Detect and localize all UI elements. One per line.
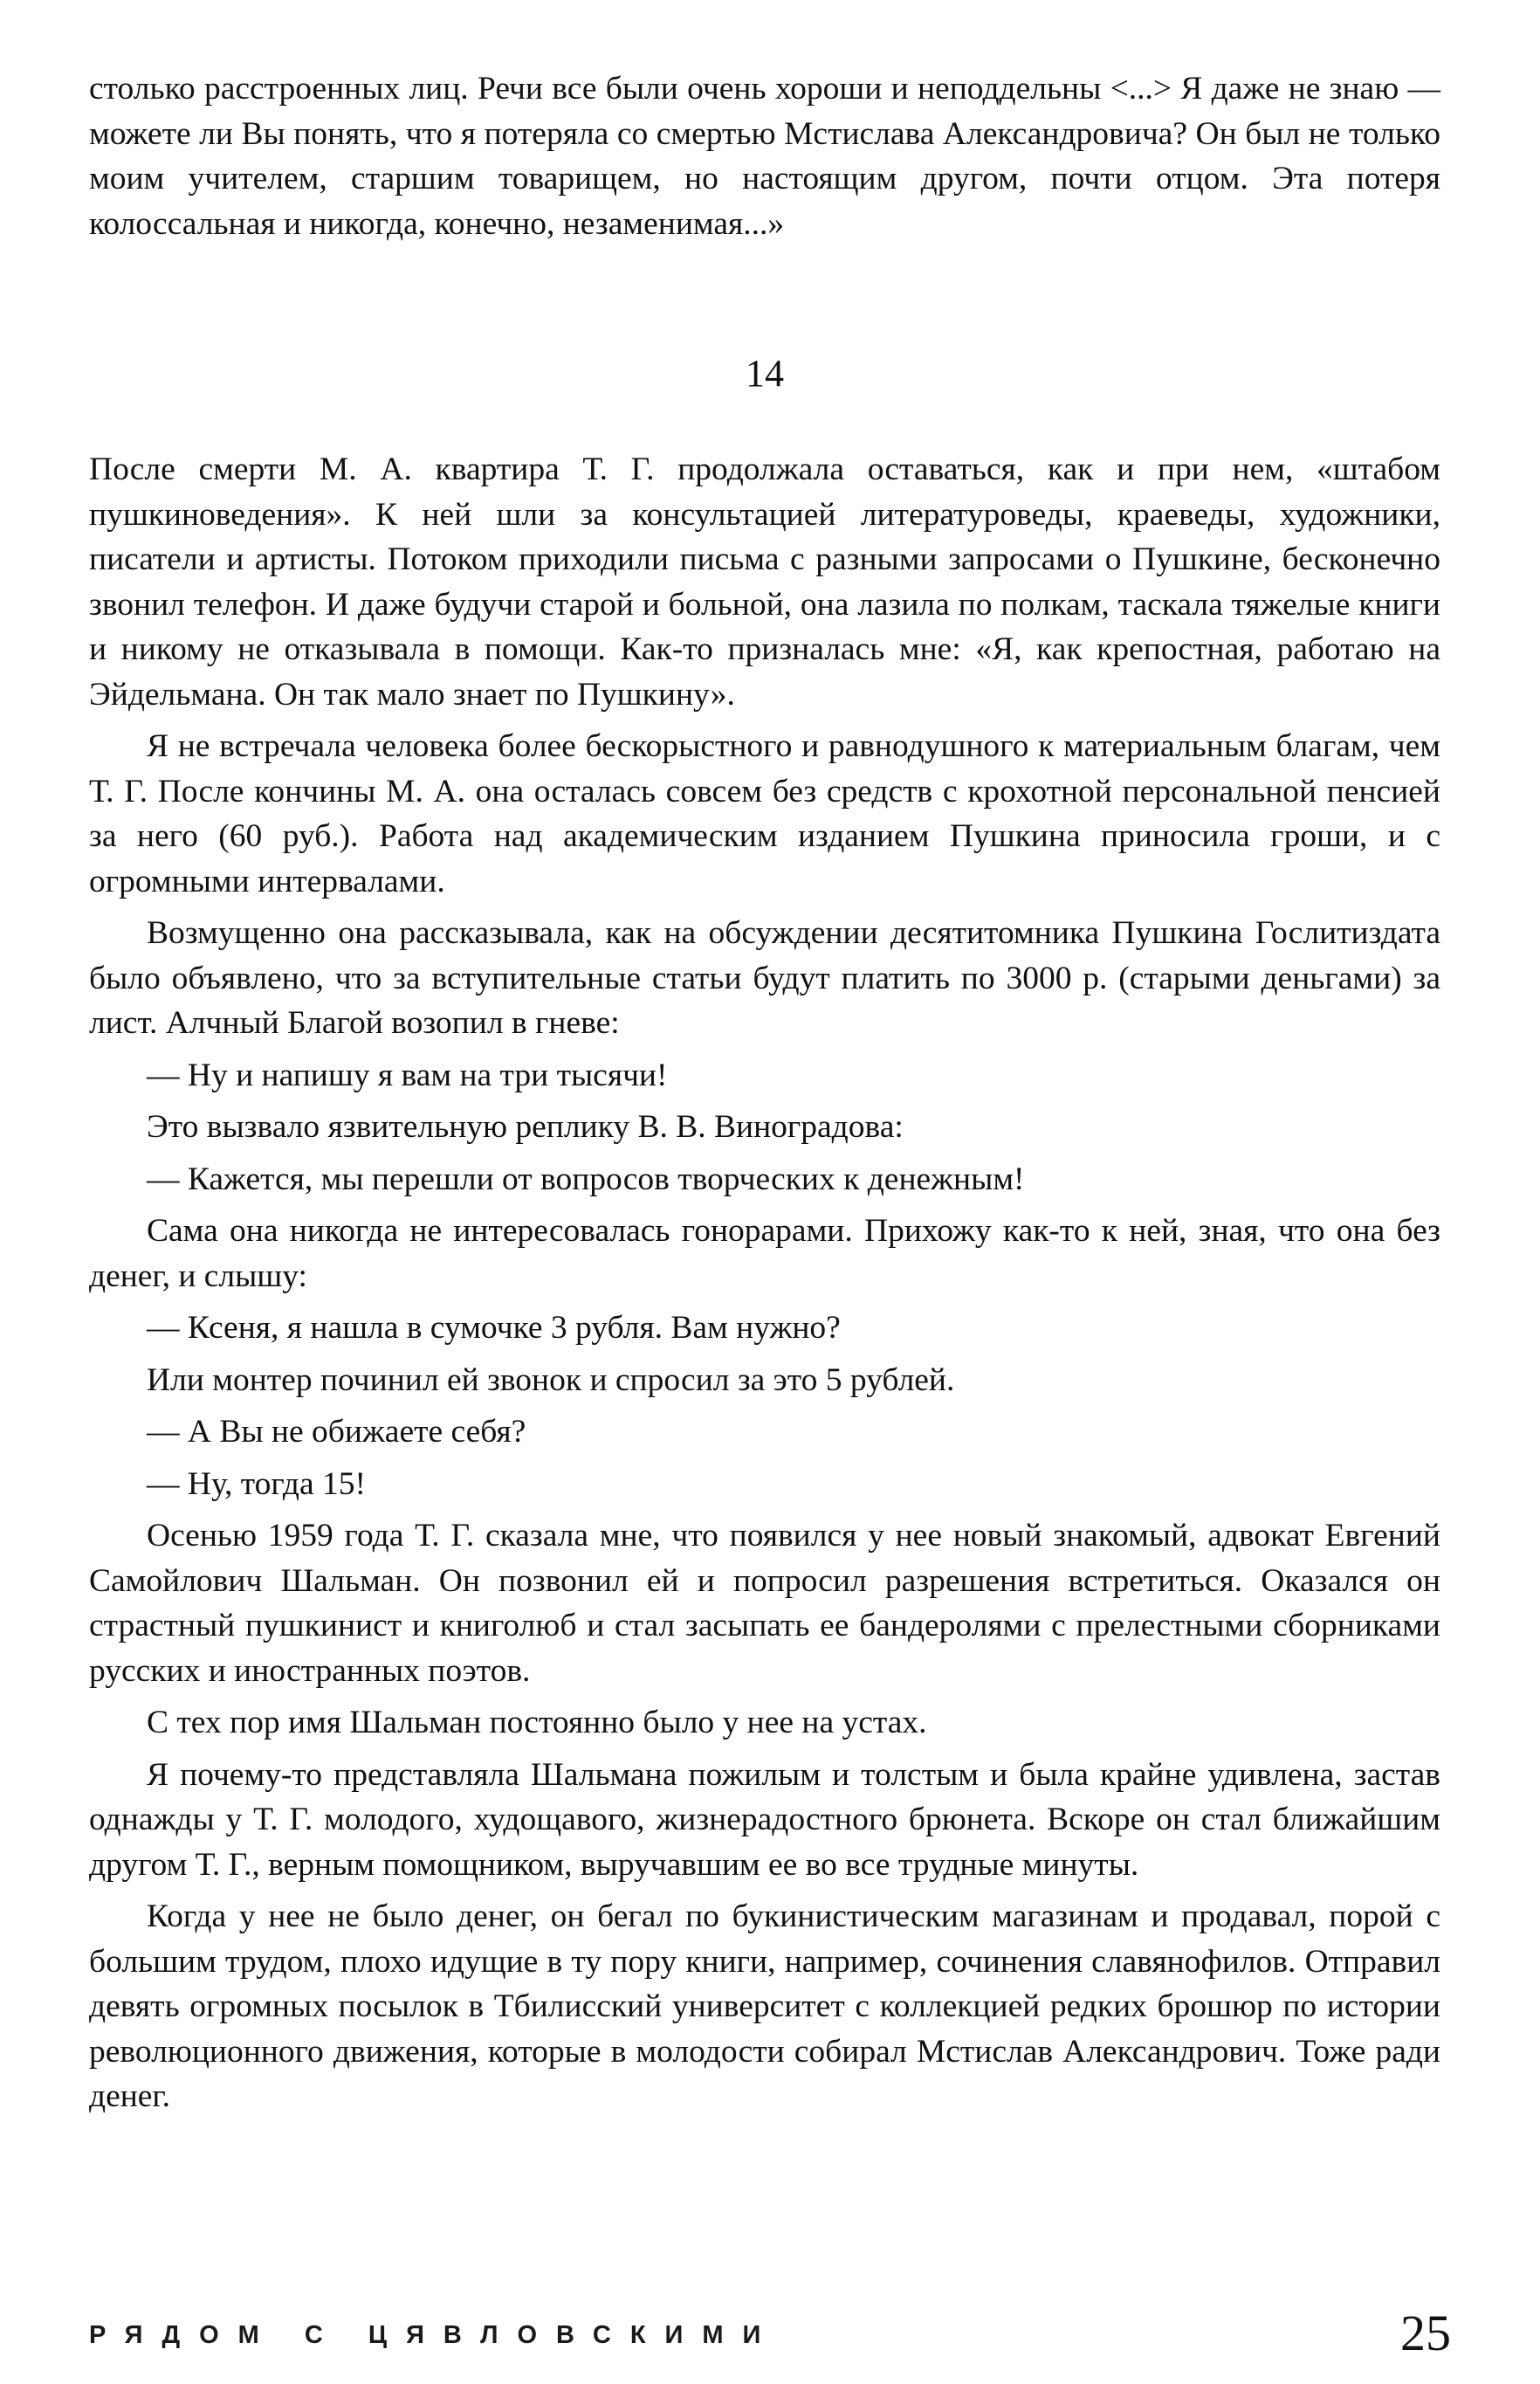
paragraph: С тех пор имя Шальман постоянно было у нее на устах. xyxy=(147,1705,927,1740)
dialogue-line: — Ксеня, я нашла в сумочке 3 рубля. Вам нужно? xyxy=(147,1310,841,1346)
paragraph-continuation: столько расстроенных лиц. Речи все были очень хороши и неподдельны <...> Я даже не знаю — можете ли Вы понять, что я потеряла со смертью Мстислава Александровича? Он был не только моим учителем, старшим товарищем, но настоящим другом, почти отцом. Эта потеря колоссальная и никогда, конечно, незаменимая...» xyxy=(89,71,1440,242)
dialogue-line: — А Вы не обижаете себя? xyxy=(147,1414,526,1450)
paragraph: После смерти М. А. квартира Т. Г. продолжала оставаться, как и при нем, «штабом пушкиноведения». К ней шли за консультацией литературоведы, краеведы, художники, писатели и артисты. Потоком приходили письма с разными запросами о Пушкине, бесконечно звонил телефон. И даже будучи старой и больной, она лазила по полкам, таскала тяжелые книги и никому не отказывала в помощи. Как-то призналась мне: «Я, как крепостная, работаю на Эйдельмана. Он так мало знает по Пушкину». xyxy=(89,451,1440,713)
running-title: РЯДОМ С ЦЯВЛОВСКИМИ xyxy=(89,2321,780,2349)
dialogue-line: — Ну, тогда 15! xyxy=(147,1465,366,1502)
page-footer xyxy=(89,2305,1451,2368)
dialogue-line: — Ну и напишу я вам на три тысячи! xyxy=(147,1057,668,1093)
paragraph: Сама она никогда не интересовалась гонорарами. Прихожу как-то к ней, зная, что она без денег, и слышу: xyxy=(89,1213,1440,1294)
paragraph: Когда у нее не было денег, он бегал по букинистическим магазинам и продавал, порой с большим трудом, плохо идущие в ту пору книги, например, сочинения славянофилов. Отправил девять огромных посылок в Тбилисский университет с коллекцией редких брошюр по истории революционного движения, которые в молодости собирал Мстислав Александрович. Тоже ради денег. xyxy=(89,1898,1440,2114)
paragraph: Или монтер починил ей звонок и спросил за это 5 рублей. xyxy=(147,1361,955,1398)
page-number: 25 xyxy=(1400,2305,1451,2361)
paragraph: Осенью 1959 года Т. Г. сказала мне, что появился у нее новый знакомый, адвокат Евгений Самойлович Шальман. Он позвонил ей и попросил разрешения встретиться. Оказался он страстный пушкинист и книголюб и стал засыпать ее бандеролями с прелестными сборниками русских и иностранных поэтов. xyxy=(89,1518,1440,1689)
paragraph: Возмущенно она рассказывала, как на обсуждении десятитомника Пушкина Гослитиздата было объявлено, что за вступительные статьи будут платить по 3000 р. (старыми деньгами) за лист. Алчный Благой возопил в гневе: xyxy=(89,915,1440,1041)
page-body xyxy=(89,66,1440,2119)
dialogue-line: — Кажется, мы перешли от вопросов творческих к денежным! xyxy=(147,1161,1025,1197)
chapter-number: 14 xyxy=(746,352,784,395)
paragraph: Это вызвало язвительную реплику В. В. Виноградова: xyxy=(147,1109,904,1145)
paragraph: Я почему-то представляла Шальмана пожилым и толстым и была крайне удивлена, застав однажды у Т. Г. молодого, худощавого, жизнерадостного брюнета. Вскоре он стал ближайшим другом Т. Г., верным помощником, выручавшим ее во все трудные минуты. xyxy=(89,1756,1440,1883)
paragraph: Я не встречала человека более бескорыстного и равнодушного к материальным благам, чем Т. Г. После кончины М. А. она осталась совсем без средств с крохотной персональной пенсией за него (60 руб.). Работа над академическим изданием Пушкина приносила гроши, и с огромными интервалами. xyxy=(89,728,1440,899)
